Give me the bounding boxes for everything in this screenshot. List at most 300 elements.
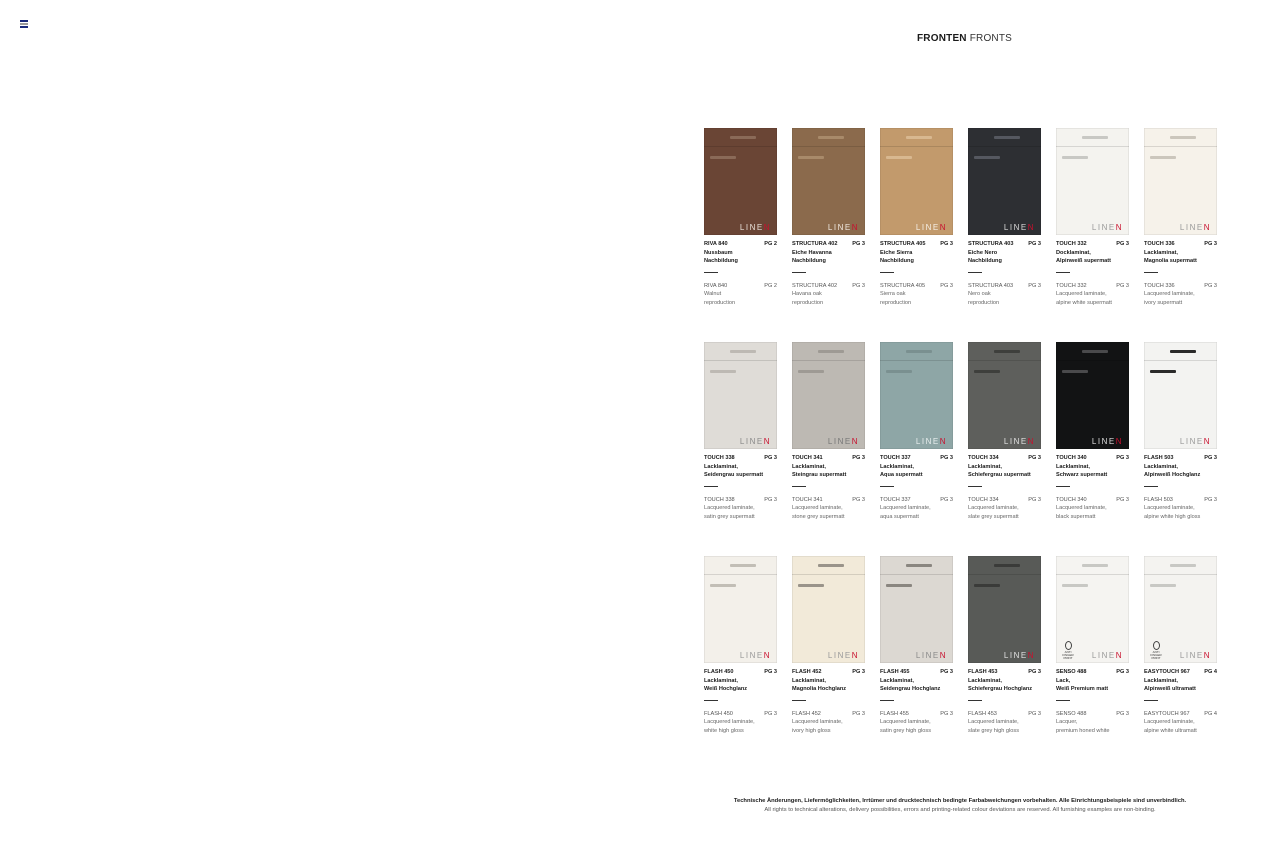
front-swatch[interactable]	[1056, 128, 1129, 235]
logo-text: LINE	[915, 437, 940, 446]
front-swatch[interactable]	[968, 342, 1041, 449]
front-desc-en-2: premium honed white	[1056, 727, 1110, 734]
front-en-block	[880, 282, 953, 308]
front-desc-de-1: Eiche Havanna	[792, 249, 832, 256]
front-code: STRUCTURA 403	[968, 241, 1014, 247]
drawer-gap-line	[704, 360, 777, 361]
front-desc-de-1: Lacklaminat,	[704, 677, 738, 684]
front-swatch[interactable]	[968, 128, 1041, 235]
logo-accent: N	[763, 437, 771, 446]
front-desc-de-2: Schiefergrau Hochglanz	[968, 686, 1033, 693]
front-code: FLASH 503	[1144, 455, 1174, 461]
front-header	[1056, 454, 1129, 463]
front-desc-en-1: Lacquered laminate,	[792, 719, 843, 726]
logo-text: LINE	[1091, 437, 1116, 446]
front-de-block	[1056, 668, 1129, 694]
flag-menu-icon[interactable]	[20, 20, 28, 28]
front-code-en: STRUCTURA 402	[792, 282, 838, 289]
drawer-handle-icon	[730, 136, 756, 139]
front-code-en: FLASH 503	[1144, 496, 1173, 503]
front-desc-en-2: reproduction	[968, 299, 1000, 306]
front-desc-en-2: reproduction	[704, 299, 736, 306]
front-desc-de-1: Docklaminat,	[1056, 249, 1091, 256]
price-group: PG 3	[1204, 241, 1217, 247]
logo-text: LINE	[827, 437, 852, 446]
front-header-en	[1144, 710, 1217, 719]
front-de-block	[704, 240, 777, 266]
front-desc-de-1: Lacklaminat,	[1144, 249, 1178, 256]
front-card[interactable]	[704, 342, 777, 522]
logo-text: LINE	[1091, 651, 1116, 660]
price-group-en: PG 2	[764, 282, 777, 289]
front-desc-en-2: alpine white ultramatt	[1144, 727, 1197, 734]
drawer-gap-line	[1056, 360, 1129, 361]
front-meta	[792, 668, 865, 736]
front-code-en: FLASH 453	[968, 710, 997, 717]
front-code: STRUCTURA 402	[792, 241, 838, 247]
logo-text: LINE	[827, 223, 852, 232]
front-meta	[1144, 454, 1217, 522]
door-handle-icon	[1062, 584, 1088, 587]
front-swatch[interactable]	[704, 556, 777, 663]
line-n-logo	[1092, 437, 1123, 446]
separator	[1056, 486, 1070, 487]
front-meta	[792, 240, 865, 308]
drawer-handle-icon	[818, 136, 844, 139]
front-code: FLASH 455	[880, 669, 910, 675]
separator	[1056, 700, 1070, 701]
drawer-handle-icon	[1170, 136, 1196, 139]
front-desc-de-2: Nachbildung	[968, 258, 1002, 265]
front-code-en: TOUCH 341	[792, 496, 823, 503]
front-desc-de-2: Magnolia supermatt	[1144, 258, 1197, 265]
front-header	[1056, 668, 1129, 677]
front-header-en	[1144, 282, 1217, 291]
front-code: TOUCH 332	[1056, 241, 1087, 247]
front-swatch[interactable]	[1056, 556, 1129, 663]
front-meta	[792, 454, 865, 522]
front-desc-de-1: Lack,	[1056, 677, 1071, 684]
front-desc-de-1: Lacklaminat,	[880, 463, 914, 470]
price-group: PG 3	[1204, 455, 1217, 461]
page-title-de: FRONTEN	[917, 33, 967, 44]
front-en-block	[968, 496, 1041, 522]
front-swatch[interactable]	[792, 342, 865, 449]
front-code-en: STRUCTURA 403	[968, 282, 1014, 289]
logo-text: LINE	[739, 437, 764, 446]
separator	[704, 700, 718, 701]
front-header	[880, 454, 953, 463]
separator	[968, 700, 982, 701]
price-group-en: PG 3	[852, 282, 865, 289]
front-card[interactable]	[968, 342, 1041, 522]
front-header	[968, 240, 1041, 249]
front-swatch[interactable]	[968, 556, 1041, 663]
price-group: PG 3	[1116, 241, 1129, 247]
front-card[interactable]	[880, 556, 953, 736]
front-desc-en-1: Nero oak	[968, 291, 991, 298]
line-n-logo	[1180, 437, 1211, 446]
front-de-block	[968, 240, 1041, 266]
front-en-block	[880, 710, 953, 736]
separator	[880, 272, 894, 273]
price-group-en: PG 3	[940, 282, 953, 289]
drawer-handle-icon	[818, 350, 844, 353]
front-card[interactable]	[1144, 128, 1217, 308]
front-card[interactable]	[704, 128, 777, 308]
price-group-en: PG 3	[940, 496, 953, 503]
disclaimer-en: All rights to technical alterations, delivery possibilities, errors and printing-related colour deviations are reserved. All furnishing examples are non-binding.	[764, 807, 1156, 813]
front-code-en: TOUCH 337	[880, 496, 911, 503]
logo-accent: N	[1115, 437, 1123, 446]
front-swatch[interactable]	[1144, 342, 1217, 449]
front-card[interactable]	[704, 556, 777, 736]
separator	[1056, 272, 1070, 273]
drawer-handle-icon	[994, 350, 1020, 353]
front-header-en	[1144, 496, 1217, 505]
front-meta	[880, 240, 953, 308]
price-group: PG 3	[940, 455, 953, 461]
front-desc-en-1: Lacquered laminate,	[1144, 719, 1195, 726]
line-n-logo	[1180, 651, 1211, 660]
front-card[interactable]	[880, 342, 953, 522]
door-handle-icon	[974, 156, 1000, 159]
front-desc-en-2: white high gloss	[704, 727, 744, 734]
front-en-block	[968, 710, 1041, 736]
front-desc-de-2: Alpinweiß Hochglanz	[1144, 472, 1201, 479]
line-n-logo	[1092, 223, 1123, 232]
logo-accent: N	[1203, 223, 1211, 232]
front-header-en	[1056, 282, 1129, 291]
front-swatch[interactable]	[880, 128, 953, 235]
front-code-en: FLASH 455	[880, 710, 909, 717]
front-desc-de-2: Magnolia Hochglanz	[792, 686, 847, 693]
front-card[interactable]	[1056, 342, 1129, 522]
separator	[792, 700, 806, 701]
line-n-logo	[1092, 651, 1123, 660]
price-group-en: PG 3	[764, 710, 777, 717]
price-group: PG 3	[1116, 669, 1129, 675]
price-group-en: PG 3	[1116, 496, 1129, 503]
front-desc-de-1: Lacklaminat,	[792, 677, 826, 684]
line-n-logo	[828, 437, 859, 446]
front-meta	[704, 454, 777, 522]
front-code-en: TOUCH 340	[1056, 496, 1087, 503]
price-group: PG 3	[1028, 669, 1041, 675]
front-de-block	[792, 668, 865, 694]
front-header-en	[704, 496, 777, 505]
price-group-en: PG 3	[852, 496, 865, 503]
drawer-handle-icon	[906, 136, 932, 139]
front-card[interactable]	[1144, 342, 1217, 522]
front-desc-en-1: Walnut	[704, 291, 722, 298]
front-code: EASYTOUCH 967	[1144, 669, 1190, 675]
front-card[interactable]	[968, 128, 1041, 308]
drawer-handle-icon	[730, 350, 756, 353]
front-desc-de-1: Nussbaum	[704, 249, 733, 256]
front-swatch[interactable]	[1056, 342, 1129, 449]
front-de-block	[968, 454, 1041, 480]
front-desc-en-2: alpine white supermatt	[1056, 299, 1112, 306]
front-header-en	[880, 282, 953, 291]
front-desc-de-1: Lacklaminat,	[1056, 463, 1090, 470]
front-desc-de-2: Weiß Premium matt	[1056, 686, 1109, 693]
front-code-en: TOUCH 332	[1056, 282, 1087, 289]
front-swatch[interactable]	[704, 342, 777, 449]
front-swatch[interactable]	[1144, 128, 1217, 235]
front-en-block	[704, 710, 777, 736]
front-swatch[interactable]	[1144, 556, 1217, 663]
front-header-en	[1056, 710, 1129, 719]
front-code: FLASH 453	[968, 669, 998, 675]
drawer-gap-line	[1056, 146, 1129, 147]
drawer-handle-icon	[1082, 350, 1108, 353]
line-n-logo	[828, 651, 859, 660]
menu-icon-bar	[20, 26, 28, 28]
line-n-logo	[916, 223, 947, 232]
door-handle-icon	[798, 156, 824, 159]
front-meta	[968, 668, 1041, 736]
front-desc-en-2: slate grey high gloss	[968, 727, 1019, 734]
front-code: FLASH 452	[792, 669, 822, 675]
front-header-en	[792, 710, 865, 719]
front-swatch[interactable]	[792, 556, 865, 663]
front-header	[792, 240, 865, 249]
door-handle-icon	[886, 156, 912, 159]
logo-text: LINE	[1179, 651, 1204, 660]
front-desc-de-1: Eiche Sierra	[880, 249, 913, 256]
disclaimer-de: Technische Änderungen, Liefermöglichkeiten, Irrtümer und drucktechnisch bedingte Farbabweichungen vorbehalten. Alle Einrichtungsbeispiele sind unverbindlich.	[733, 798, 1187, 804]
front-header	[704, 240, 777, 249]
front-de-block	[704, 454, 777, 480]
front-code: RIVA 840	[704, 241, 728, 247]
front-de-block	[1056, 240, 1129, 266]
door-handle-icon	[974, 584, 1000, 587]
price-group-en: PG 3	[1028, 710, 1041, 717]
front-header-en	[968, 282, 1041, 291]
drawer-gap-line	[968, 146, 1041, 147]
drawer-handle-icon	[906, 350, 932, 353]
front-en-block	[704, 282, 777, 308]
line-n-logo	[1004, 437, 1035, 446]
fronts-row	[704, 556, 1224, 770]
logo-accent: N	[939, 651, 947, 660]
front-desc-de-2: Alpinweiß supermatt	[1056, 258, 1112, 265]
fronts-row	[704, 342, 1224, 556]
logo-accent: N	[939, 437, 947, 446]
front-card[interactable]	[792, 556, 865, 736]
door-handle-icon	[974, 370, 1000, 373]
front-desc-de-2: Schwarz supermatt	[1056, 472, 1108, 479]
front-meta	[704, 240, 777, 308]
separator	[1144, 700, 1158, 701]
door-handle-icon	[710, 156, 736, 159]
logo-text: LINE	[1091, 223, 1116, 232]
front-header	[792, 668, 865, 677]
front-header	[1144, 240, 1217, 249]
price-group-en: PG 3	[1028, 282, 1041, 289]
logo-text: LINE	[739, 223, 764, 232]
front-desc-de-1: Lacklaminat,	[880, 677, 914, 684]
front-code-en: TOUCH 338	[704, 496, 735, 503]
front-swatch[interactable]	[704, 128, 777, 235]
price-group-en: PG 4	[1204, 710, 1217, 717]
front-desc-en-1: Lacquered laminate,	[704, 719, 755, 726]
price-group-en: PG 3	[1116, 710, 1129, 717]
front-de-block	[792, 240, 865, 266]
front-swatch[interactable]	[792, 128, 865, 235]
front-desc-en-1: Lacquered laminate,	[704, 505, 755, 512]
front-desc-en-2: reproduction	[880, 299, 912, 306]
front-code-en: FLASH 452	[792, 710, 821, 717]
front-code: TOUCH 336	[1144, 241, 1175, 247]
front-header	[880, 668, 953, 677]
front-desc-en-1: Sierra oak	[880, 291, 906, 298]
front-en-block	[1056, 282, 1129, 308]
front-header-en	[880, 496, 953, 505]
front-de-block	[968, 668, 1041, 694]
front-en-block	[1144, 496, 1217, 522]
logo-accent: N	[1027, 651, 1035, 660]
front-desc-de-2: Weiß Hochglanz	[704, 686, 748, 693]
front-desc-de-2: Nachbildung	[704, 258, 738, 265]
front-desc-en-1: Lacquered laminate,	[1056, 291, 1107, 298]
front-desc-en-2: satin grey supermatt	[704, 513, 755, 520]
page-title	[0, 33, 1280, 44]
front-meta	[1056, 668, 1129, 736]
price-group: PG 3	[1116, 455, 1129, 461]
logo-accent: N	[1027, 437, 1035, 446]
front-desc-en-1: Lacquered laminate,	[792, 505, 843, 512]
door-handle-icon	[1150, 584, 1176, 587]
front-meta	[968, 454, 1041, 522]
front-header	[880, 240, 953, 249]
anti-fingerprint-label: ANTI FINGER PRINT	[1150, 650, 1162, 660]
drawer-gap-line	[704, 146, 777, 147]
front-desc-en-1: Lacquered laminate,	[880, 505, 931, 512]
door-handle-icon	[1062, 370, 1088, 373]
page-title-en: FRONTS	[969, 33, 1013, 44]
front-code-en: TOUCH 334	[968, 496, 999, 503]
price-group-en: PG 3	[1116, 282, 1129, 289]
separator	[792, 486, 806, 487]
price-group-en: PG 3	[1204, 496, 1217, 503]
front-header-en	[880, 710, 953, 719]
logo-accent: N	[763, 651, 771, 660]
fronts-row	[704, 128, 1224, 342]
drawer-gap-line	[880, 574, 953, 575]
front-desc-de-2: Seidengrau Hochglanz	[880, 686, 941, 693]
front-meta	[880, 668, 953, 736]
front-en-block	[1144, 710, 1217, 736]
logo-accent: N	[1203, 651, 1211, 660]
logo-text: LINE	[1003, 437, 1028, 446]
front-header-en	[792, 496, 865, 505]
front-header-en	[704, 710, 777, 719]
drawer-gap-line	[880, 146, 953, 147]
front-desc-de-2: Alpinweiß ultramatt	[1144, 686, 1196, 693]
front-header	[704, 668, 777, 677]
front-desc-en-1: Havana oak	[792, 291, 822, 298]
drawer-gap-line	[792, 574, 865, 575]
line-n-logo	[1180, 223, 1211, 232]
door-handle-icon	[1150, 370, 1176, 373]
disclaimer-footer	[704, 797, 1216, 815]
front-desc-en-1: Lacquered laminate,	[968, 719, 1019, 726]
front-de-block	[1056, 454, 1129, 480]
price-group: PG 3	[1028, 241, 1041, 247]
line-n-logo	[916, 437, 947, 446]
front-code-en: EASYTOUCH 967	[1144, 710, 1190, 717]
front-code-en: FLASH 450	[704, 710, 733, 717]
front-en-block	[1144, 282, 1217, 308]
front-desc-de-1: Lacklaminat,	[1144, 463, 1178, 470]
drawer-gap-line	[1144, 360, 1217, 361]
front-desc-en-2: stone grey supermatt	[792, 513, 845, 520]
front-header	[704, 454, 777, 463]
front-desc-de-1: Lacklaminat,	[792, 463, 826, 470]
front-desc-en-2: ivory high gloss	[792, 727, 831, 734]
separator	[704, 486, 718, 487]
front-de-block	[792, 454, 865, 480]
anti-fingerprint-label: ANTI FINGER PRINT	[1062, 650, 1074, 660]
separator	[880, 486, 894, 487]
front-code-en: STRUCTURA 405	[880, 282, 926, 289]
front-code: FLASH 450	[704, 669, 734, 675]
front-card[interactable]	[1056, 556, 1129, 736]
logo-accent: N	[1027, 223, 1035, 232]
front-meta	[968, 240, 1041, 308]
front-code-en: TOUCH 336	[1144, 282, 1175, 289]
front-desc-de-2: Seidengrau supermatt	[704, 472, 764, 479]
front-swatch[interactable]	[880, 556, 953, 663]
logo-accent: N	[1115, 223, 1123, 232]
logo-accent: N	[763, 223, 771, 232]
anti-fingerprint-badge	[1149, 641, 1163, 660]
front-desc-en-2: reproduction	[792, 299, 824, 306]
drawer-handle-icon	[906, 564, 932, 567]
front-card[interactable]	[968, 556, 1041, 736]
front-desc-en-2: aqua supermatt	[880, 513, 919, 520]
front-en-block	[1056, 710, 1129, 736]
logo-accent: N	[851, 651, 859, 660]
front-desc-en-2: slate grey supermatt	[968, 513, 1019, 520]
fingerprint-icon	[1065, 641, 1072, 650]
front-card[interactable]	[792, 342, 865, 522]
door-handle-icon	[1150, 156, 1176, 159]
front-card[interactable]	[880, 128, 953, 308]
front-card[interactable]	[792, 128, 865, 308]
front-desc-de-2: Aqua supermatt	[880, 472, 923, 479]
front-meta	[1056, 454, 1129, 522]
front-desc-de-1: Lacklaminat,	[968, 463, 1002, 470]
logo-accent: N	[1203, 437, 1211, 446]
logo-text: LINE	[915, 223, 940, 232]
front-desc-de-1: Lacklaminat,	[704, 463, 738, 470]
menu-icon-bar	[20, 20, 28, 22]
price-group-en: PG 3	[764, 496, 777, 503]
front-code: TOUCH 340	[1056, 455, 1087, 461]
line-n-logo	[828, 223, 859, 232]
front-card[interactable]	[1144, 556, 1217, 736]
front-swatch[interactable]	[880, 342, 953, 449]
drawer-handle-icon	[1170, 564, 1196, 567]
line-n-logo	[740, 223, 771, 232]
drawer-gap-line	[704, 574, 777, 575]
drawer-gap-line	[968, 574, 1041, 575]
front-card[interactable]	[1056, 128, 1129, 308]
logo-text: LINE	[827, 651, 852, 660]
